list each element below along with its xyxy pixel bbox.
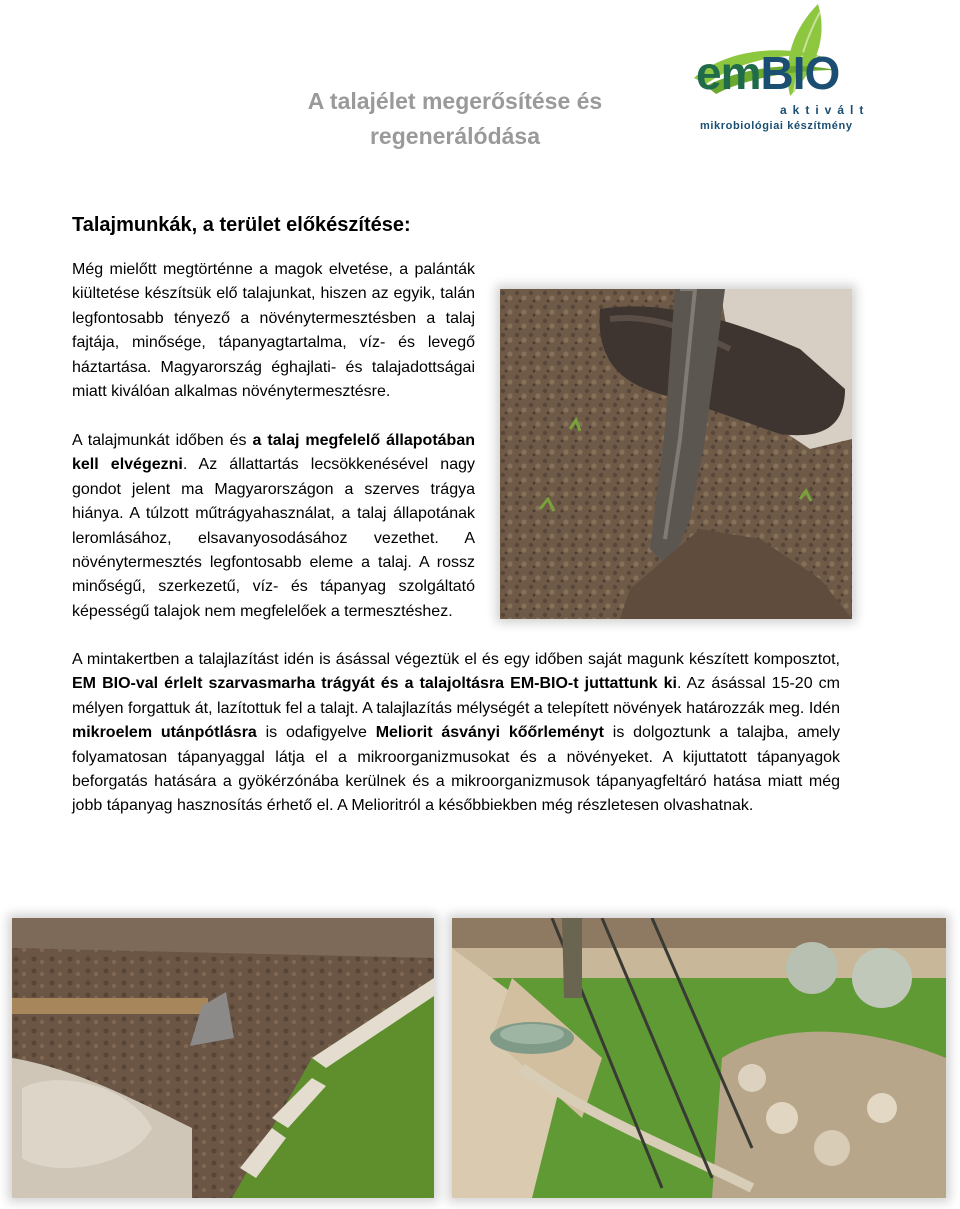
garden-bed-with-hoe-photo bbox=[12, 918, 434, 1198]
logo-subtitle-description: mikrobiológiai készítmény bbox=[700, 120, 853, 132]
paragraph-sample-garden-text-2: . Az ásással 15-20 cm mélyen forgattuk át, lazítottuk fel a talajt. A talajlazítás mélységét a telepített növények határozzák meg. Idén bbox=[72, 675, 840, 717]
paragraph-soil-work-text-1: A talajmunkát időben és bbox=[72, 432, 253, 449]
paragraph-soil-work-bold-1: a talaj megfelelő állapotában kell elvégezni bbox=[72, 432, 475, 474]
paragraph-soil-work bbox=[72, 429, 475, 624]
paragraph-sample-garden-bold-1: EM BIO-val érlelt szarvasmarha trágyát és a talajoltásra EM-BIO-t juttattunk ki bbox=[72, 675, 677, 693]
embio-logo bbox=[686, 0, 876, 140]
paragraph-sample-garden-text-4: is dolgoztunk a talajba, amely folyamatosan tápanyaggal látja el a mikroorganizmusokat és a növényeket. A kijuttatott tápanyagok beforgatás hatására a gyökérzónába kerülnek és a mikroorganizmusok tápanyagfeltáró hatása miatt még jobb tápanyag hasznosítás érhető el. A Melioritról a későbbiekben még részletesen olvashatnak. bbox=[72, 724, 841, 815]
page-title-line-1: A talajélet megerősítése és bbox=[307, 88, 603, 114]
paragraph-sample-garden-text-1: A mintakertben a talajlazítást idén is ásással végeztük el és egy időben saját magunk készített komposztot, bbox=[72, 651, 840, 668]
paragraph-sample-garden-bold-2: mikroelem utánpótlásra bbox=[72, 724, 257, 742]
section-heading: Talajmunkák, a terület előkészítése: bbox=[72, 214, 411, 236]
paragraph-sample-garden-bold-3: Meliorit ásványi kőőrleményt bbox=[375, 724, 604, 742]
logo-em: em bbox=[696, 47, 761, 99]
paragraph-sample-garden bbox=[72, 648, 840, 819]
logo-bio: BIO bbox=[760, 47, 840, 99]
paragraph-soil-work-text-2: . Az állattartás lecsökkenésével nagy gondot jelent ma Magyarországon a szerves trágya hiánya. A túlzott műtrágyahasználat, a talaj állapotának leromlásához, elsavanyosodásához vezethet. A növénytermesztés legfontosabb eleme a talaj. A rossz minőségű, szerkezetű, víz- és tápanyag szolgáltató képességű talajok nem megfelelőek a termesztéshez. bbox=[72, 456, 475, 620]
page-title-line-2: regenerálódása bbox=[369, 123, 541, 149]
spade-in-soil-photo bbox=[500, 289, 852, 619]
page-title bbox=[250, 84, 660, 154]
logo-wordmark bbox=[696, 48, 839, 98]
garden-rockery-photo bbox=[452, 918, 946, 1198]
logo-subtitle-aktivalt: aktivált bbox=[780, 103, 870, 117]
paragraph-intro: Még mielőtt megtörténne a magok elvetése, a palánták kiültetése készítsük elő talajunkat, hiszen az egyik, talán legfontosabb tényező a növénytermesztésben a talaj fajtája, minősége, tápanyagtartalma, víz- és levegő háztartása. Magyarország éghajlati- és talajadottságai miatt kiválóan alkalmas növénytermesztésre. bbox=[72, 261, 475, 401]
paragraph-sample-garden-text-3: is odafigyelve bbox=[256, 724, 376, 742]
